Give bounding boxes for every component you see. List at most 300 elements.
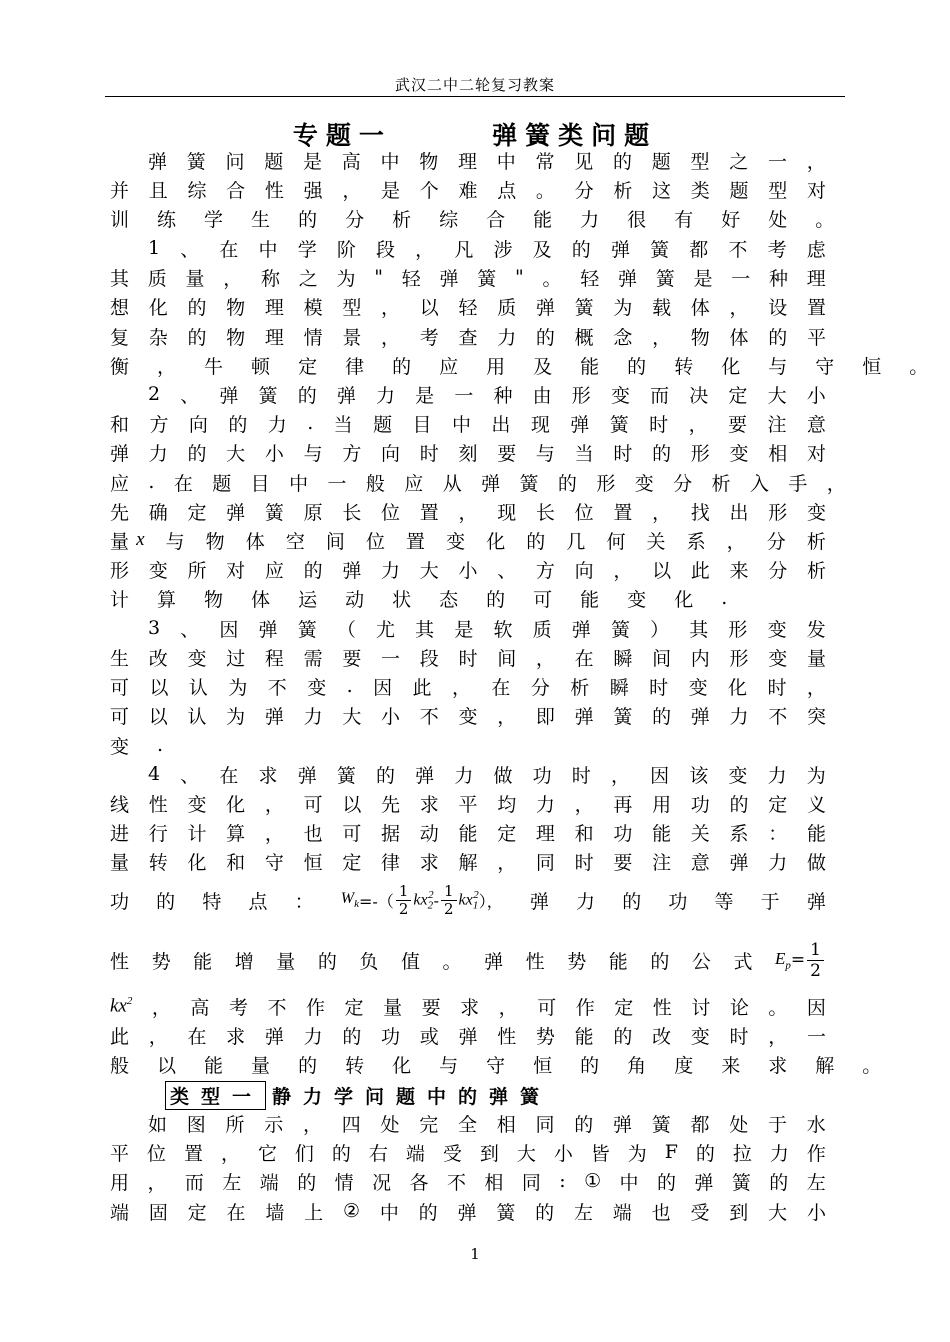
char: 的 [574, 1113, 594, 1136]
char: 与 [165, 530, 185, 553]
char: 在 [574, 647, 594, 670]
char: 当 [333, 413, 353, 436]
char: 定 [298, 355, 318, 378]
char: 量 [251, 1054, 271, 1077]
char: 定 [497, 822, 517, 845]
char: 性 [652, 996, 672, 1019]
char: 簧 [186, 150, 206, 173]
char: 常 [535, 150, 555, 173]
char: ， [342, 179, 362, 202]
char: 定 [768, 793, 788, 816]
char: 的 [652, 442, 672, 465]
char: 需 [303, 647, 323, 670]
char: 牛 [204, 355, 224, 378]
char: 力 [303, 705, 323, 728]
char: 找 [690, 501, 710, 524]
char: 的 [650, 950, 670, 973]
char: 做 [493, 764, 513, 787]
char: 生 [251, 208, 271, 231]
char: 置 [406, 530, 426, 553]
char: 上 [304, 1201, 324, 1224]
char: ， [688, 413, 708, 436]
char: 也 [651, 1201, 671, 1224]
char: ， [458, 501, 478, 524]
char: 好 [721, 208, 741, 231]
text-line [110, 206, 834, 230]
char: 的 [769, 1171, 789, 1194]
char: 练 [157, 208, 177, 231]
char: 很 [627, 208, 647, 231]
char: ， [381, 296, 401, 319]
char: 性 [264, 179, 284, 202]
char: 中 [619, 1171, 639, 1194]
char: 体 [251, 588, 271, 611]
char: 与 [439, 1054, 459, 1077]
char: 间 [325, 530, 345, 553]
char: 的 [303, 559, 323, 582]
char: 为 [336, 267, 356, 290]
char: 论 [729, 996, 749, 1019]
char: 现 [530, 413, 550, 436]
char: 变 [307, 676, 327, 699]
char: 线 [110, 793, 130, 816]
char: 度 [674, 1054, 694, 1077]
char: 左 [573, 1201, 593, 1224]
char: 的 [652, 705, 672, 728]
char: 物 [690, 326, 710, 349]
char: 有 [674, 208, 694, 231]
section-heading [165, 1082, 551, 1108]
text-line [110, 674, 826, 698]
char: 程 [264, 647, 284, 670]
char: 理 [458, 150, 478, 173]
char: 中 [379, 1201, 399, 1224]
char: 弹 [226, 501, 246, 524]
char: 可 [303, 793, 323, 816]
char: 一 [806, 1025, 826, 1048]
char: 求 [460, 996, 480, 1019]
char: 各 [409, 1171, 429, 1194]
char: 弹 [264, 1025, 284, 1048]
text-line [110, 411, 826, 435]
char: 求 [419, 793, 439, 816]
char: 弹 [110, 442, 130, 465]
char: ： [294, 890, 314, 913]
char: 分 [673, 472, 693, 495]
char: 在 [219, 764, 239, 787]
char: 所 [187, 559, 207, 582]
char: 求 [258, 764, 278, 787]
char: 弹 [148, 150, 168, 173]
char: 小 [553, 1142, 573, 1165]
char: 考 [228, 996, 248, 1019]
char: 过 [226, 647, 246, 670]
char: 注 [767, 413, 787, 436]
char: 对 [226, 559, 246, 582]
char: 到 [729, 1201, 749, 1224]
char: 认 [187, 705, 207, 728]
char: 先 [381, 793, 401, 816]
char: 析 [613, 179, 633, 202]
char: 大 [768, 1201, 788, 1224]
char: 处 [380, 1113, 400, 1136]
char: 质 [497, 296, 517, 319]
char: 应 [404, 472, 424, 495]
char: 一 [381, 647, 401, 670]
char: 处 [768, 208, 788, 231]
char: 当 [574, 442, 594, 465]
char: 的 [187, 296, 207, 319]
char: 方 [149, 413, 169, 436]
text-line [110, 1052, 881, 1076]
char: 之 [729, 150, 749, 173]
char: 的 [187, 442, 207, 465]
char: ， [157, 355, 177, 378]
char: 的 [768, 326, 788, 349]
char: 点 [497, 179, 517, 202]
char: 作 [806, 1142, 826, 1165]
char: 能 [193, 950, 213, 973]
char: 或 [419, 1025, 439, 1048]
char: 的 [729, 793, 749, 816]
text-line-with-variable [110, 528, 826, 552]
char: 体 [245, 530, 265, 553]
char: 几 [566, 530, 586, 553]
char: 力 [729, 705, 749, 728]
char: 为 [228, 676, 248, 699]
char: 变 [688, 676, 708, 699]
char: 物 [226, 326, 246, 349]
char: 注 [652, 851, 672, 874]
char: 系 [729, 822, 749, 845]
char: 及 [532, 238, 552, 261]
char: 的 [656, 1171, 676, 1194]
char: 时 [649, 413, 669, 436]
char: 变 [690, 1025, 710, 1048]
half-fraction: $\frac{1}{2}$ [396, 883, 412, 918]
char: 手 [788, 472, 808, 495]
char: 高 [341, 150, 361, 173]
char: 式 [733, 950, 753, 973]
char: 守 [264, 851, 284, 874]
char: ， [220, 1142, 240, 1165]
char: 题 [373, 413, 393, 436]
char: ， [652, 326, 672, 349]
char: 以 [157, 1054, 177, 1077]
char: 弹 [342, 559, 362, 582]
char: 恒 [303, 851, 323, 874]
char: 相 [768, 442, 788, 465]
char: 软 [493, 618, 513, 641]
char: . [346, 675, 353, 697]
char: 形 [728, 618, 748, 641]
char: 不 [419, 705, 439, 728]
char: 种 [493, 384, 513, 407]
char: 量 [185, 267, 205, 290]
char: " [514, 266, 524, 288]
char: 个 [419, 179, 439, 202]
char: 量 [276, 950, 296, 973]
char: 形 [729, 647, 749, 670]
char: 和 [226, 851, 246, 874]
char: 再 [613, 793, 633, 816]
char: 轻 [458, 296, 478, 319]
char: 的 [622, 890, 642, 913]
char: 大 [342, 705, 362, 728]
char: 与 [303, 442, 323, 465]
char: 的 [376, 764, 396, 787]
section-title: 静力学问题中的弹簧 [272, 1085, 552, 1108]
char: 的 [187, 326, 207, 349]
char: 的 [418, 1201, 438, 1224]
text-line [110, 791, 826, 815]
char: 般 [110, 1054, 130, 1077]
char: 端 [110, 1201, 130, 1224]
char: 弹 [574, 705, 594, 728]
char: 弹 [457, 1201, 477, 1224]
char: 的 [535, 1201, 555, 1224]
char: 转 [674, 355, 694, 378]
char: 其 [110, 267, 130, 290]
char: 能 [204, 1054, 224, 1077]
line-start: 量 [110, 530, 130, 553]
char: 小 [381, 705, 401, 728]
char: 此 [110, 1025, 130, 1048]
char: 空 [285, 530, 305, 553]
char: 中 [380, 150, 400, 173]
char: 位 [146, 1142, 166, 1165]
char: 弹 [610, 238, 630, 261]
char: 同 [535, 1113, 555, 1136]
half-fraction: $\frac{1}{2}$ [807, 940, 824, 981]
char: 。 [909, 355, 929, 378]
char: 来 [729, 559, 749, 582]
char: 弹 [336, 384, 356, 407]
char: 小 [806, 384, 826, 407]
char: 因 [373, 676, 393, 699]
char: （ [336, 618, 356, 641]
char: 改 [652, 1025, 672, 1048]
char: 弹 [529, 890, 549, 913]
char: 一 [454, 384, 474, 407]
char: 大 [226, 442, 246, 465]
char: . [721, 587, 728, 609]
char: 出 [491, 413, 511, 436]
char: 置 [419, 501, 439, 524]
char: 右 [368, 1142, 388, 1165]
char: 的 [297, 1171, 317, 1194]
char: 学 [204, 208, 224, 231]
char: 态 [439, 588, 459, 611]
char: 处 [729, 1113, 749, 1136]
char: 。 [815, 208, 835, 231]
char: 分 [345, 208, 365, 231]
char: ， [610, 764, 630, 787]
char: 、 [497, 559, 517, 582]
char: 量 [383, 996, 403, 1019]
char: 力 [497, 326, 517, 349]
char: ， [826, 472, 846, 495]
text-line [110, 1023, 826, 1047]
char: 考 [767, 238, 787, 261]
char: 概 [574, 326, 594, 349]
char: 不 [768, 705, 788, 728]
char: 的 [297, 384, 317, 407]
char: 运 [298, 588, 318, 611]
char: 力 [376, 384, 396, 407]
char: ， [223, 267, 243, 290]
char: 为 [613, 296, 633, 319]
char: 要 [497, 442, 517, 465]
char: ② [342, 1200, 361, 1222]
formula-close: ）， [478, 891, 503, 911]
text-line [110, 703, 826, 727]
char: 以 [149, 676, 169, 699]
formula-eq: =-（ [359, 891, 394, 911]
char: 型 [342, 296, 362, 319]
char: 同 [535, 851, 555, 874]
char: 、 [180, 764, 200, 787]
char: 求 [226, 1025, 246, 1048]
char: 。 [535, 179, 555, 202]
char: 题 [651, 150, 671, 173]
char: 化 [674, 588, 694, 611]
char: 性 [525, 950, 545, 973]
text-line [110, 470, 846, 494]
char: 位 [574, 501, 594, 524]
char: ， [451, 676, 471, 699]
char: ， [806, 676, 826, 699]
char: 关 [646, 530, 666, 553]
char: 完 [419, 1113, 439, 1136]
char: 增 [234, 950, 254, 973]
char: ， [574, 793, 594, 816]
char: 题 [729, 179, 749, 202]
char: 因 [806, 996, 826, 1019]
char: 能 [652, 822, 672, 845]
char: 大 [516, 1142, 536, 1165]
char: 理 [264, 326, 284, 349]
char: 顿 [251, 355, 271, 378]
char: 一 [327, 472, 347, 495]
text-line [110, 1199, 826, 1223]
char: 相 [496, 1113, 516, 1136]
char: 小 [264, 442, 284, 465]
char: 在 [226, 1201, 246, 1224]
char: 涉 [493, 238, 513, 261]
char: 的 [613, 1025, 633, 1048]
char: 体 [690, 296, 710, 319]
char: 要 [728, 413, 748, 436]
text-line [110, 440, 826, 464]
char: 应 [110, 472, 130, 495]
char: 问 [225, 150, 245, 173]
char: ， [147, 1171, 167, 1194]
char: 时 [767, 676, 787, 699]
char: ， [264, 822, 284, 845]
char: " [374, 266, 383, 288]
text-line-with-formula [110, 994, 826, 1018]
char: 1 [148, 237, 161, 259]
char: 小 [806, 1201, 826, 1224]
char: 与 [768, 355, 788, 378]
char: 变 [148, 559, 168, 582]
char: 形 [110, 559, 130, 582]
char: 的 [627, 355, 647, 378]
term-kx-squared: $kx^2$ [110, 994, 133, 1017]
text-line [110, 265, 826, 289]
char: 因 [650, 764, 670, 787]
char: ， [151, 996, 171, 1019]
char: 来 [721, 1054, 741, 1077]
char: 的 [228, 413, 248, 436]
char: 动 [419, 822, 439, 845]
char: 难 [458, 179, 478, 202]
char: 查 [458, 326, 478, 349]
char: 变 [446, 530, 466, 553]
text-line [110, 733, 163, 757]
char: 对 [806, 179, 826, 202]
char: 类 [690, 179, 710, 202]
char: 作 [306, 996, 326, 1019]
char: 并 [110, 179, 130, 202]
char: 一 [768, 150, 788, 173]
char: 们 [294, 1142, 314, 1165]
char: 方 [342, 442, 362, 465]
work-formula [341, 883, 503, 918]
char: 物 [419, 150, 439, 173]
char: 变 [767, 618, 787, 641]
char: 型 [768, 179, 788, 202]
char: 向 [574, 559, 594, 582]
char: 学 [297, 238, 317, 261]
char: 衡 [110, 355, 130, 378]
char: 决 [689, 384, 709, 407]
page-title: 专题一 弹簧类问题 [292, 121, 658, 150]
char: 位 [365, 530, 385, 553]
char: 目 [250, 472, 270, 495]
text-line [148, 1111, 826, 1135]
char: 的 [156, 890, 176, 913]
char: 功 [668, 890, 688, 913]
char: 簧 [610, 618, 630, 641]
char: 入 [749, 472, 769, 495]
char: ， [415, 238, 435, 261]
char: 杂 [148, 326, 168, 349]
ep-symbol: $E_p$ [775, 948, 791, 972]
text-line [110, 849, 826, 873]
char: 力 [454, 764, 474, 787]
char: 也 [303, 822, 323, 845]
char: 守 [815, 355, 835, 378]
char: 求 [419, 851, 439, 874]
char: 析 [806, 559, 826, 582]
char: 题 [264, 150, 284, 173]
char: 于 [768, 1113, 788, 1136]
char: 状 [392, 588, 412, 611]
text-line [110, 557, 826, 581]
char: 同 [521, 1171, 541, 1194]
char: 值 [400, 950, 420, 973]
term-kx1: $kx_1^2$ [458, 888, 479, 912]
char: 目 [412, 413, 432, 436]
char: 是 [415, 384, 435, 407]
char: 弹 [617, 267, 637, 290]
char: 功 [381, 1025, 401, 1048]
char: 大 [767, 384, 787, 407]
char: 时 [574, 851, 594, 874]
char: 弹 [694, 1171, 714, 1194]
